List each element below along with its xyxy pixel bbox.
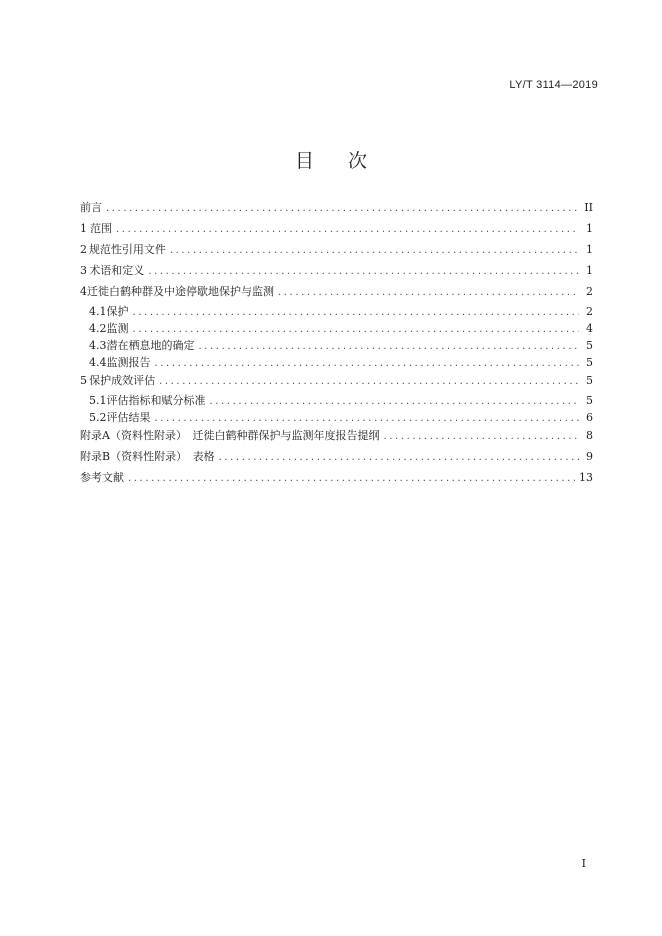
toc-entry[interactable] — [80, 199, 593, 216]
toc-entry-label: 迁徙白鹤种群及中途停歇地保护与监测 — [87, 285, 274, 298]
toc-entry-number: 4.4 — [89, 356, 107, 369]
toc-leader-dots — [106, 200, 579, 217]
toc-entry[interactable] — [80, 241, 593, 258]
toc-entry-page: 4 — [586, 322, 593, 335]
page-number: I — [581, 857, 586, 870]
toc-leader-dots — [219, 449, 579, 466]
toc-leader-dots — [128, 470, 575, 487]
toc-entry[interactable] — [80, 393, 593, 408]
toc-entry-page: 1 — [586, 243, 593, 256]
toc-leader-dots — [155, 411, 580, 426]
toc-entry-number: 3 — [80, 264, 87, 277]
toc-entry[interactable] — [80, 283, 593, 300]
toc-entry-label: 附录A（资料性附录） 迁徙白鹤种群保护与监测年度报告提纲 — [80, 429, 380, 442]
toc-leader-dots — [210, 394, 580, 409]
toc-leader-dots — [148, 263, 579, 280]
toc-entry-page: 8 — [586, 429, 593, 442]
toc-entry-page: 5 — [586, 339, 593, 352]
toc-entry-label: 参考文献 — [80, 471, 124, 484]
toc-entry-number: 5.1 — [89, 394, 107, 407]
toc-entry-number: 4 — [80, 285, 87, 298]
toc-entry-label: 评估指标和赋分标准 — [106, 394, 206, 407]
toc-leader-dots — [155, 356, 580, 371]
toc-entry-number: 1 — [80, 222, 87, 235]
toc-entry-number: 4.2 — [89, 322, 107, 335]
title-char-2: 次 — [348, 150, 368, 172]
toc-entry-label: 保护成效评估 — [89, 374, 156, 387]
toc-entry[interactable] — [80, 355, 593, 370]
toc-entry-page: 5 — [586, 374, 593, 387]
toc-entry-label: 监测报告 — [106, 356, 151, 369]
page-title — [0, 146, 662, 173]
toc-leader-dots — [199, 339, 580, 354]
toc-entry-page: 1 — [586, 222, 593, 235]
title-char-1: 目 — [294, 150, 314, 172]
toc-entry[interactable] — [80, 448, 593, 465]
toc-entry-label: 评估结果 — [106, 411, 151, 424]
toc-leader-dots — [278, 284, 579, 301]
toc-leader-dots — [383, 428, 579, 445]
toc-entry[interactable] — [80, 427, 593, 444]
toc-entry-page: 6 — [586, 411, 593, 424]
toc-leader-dots — [116, 221, 579, 238]
toc-entry[interactable] — [80, 469, 593, 486]
toc-entry[interactable] — [80, 220, 593, 237]
table-of-contents — [80, 199, 593, 490]
toc-entry-number: 4.1 — [89, 305, 107, 318]
toc-entry-number: 2 — [80, 243, 87, 256]
toc-entry-page: 5 — [586, 356, 593, 369]
toc-entry-label: 范围 — [90, 222, 113, 235]
toc-leader-dots — [133, 322, 580, 337]
toc-entry-number: 4.3 — [89, 339, 107, 352]
toc-leader-dots — [170, 242, 579, 259]
toc-entry-label: 附录B（资料性附录） 表格 — [80, 450, 215, 463]
toc-entry-page: 5 — [586, 394, 593, 407]
toc-entry[interactable] — [80, 304, 593, 319]
standard-code: LY/T 3114—2019 — [509, 79, 598, 91]
toc-entry[interactable] — [80, 372, 593, 389]
toc-entry-page: 2 — [586, 305, 593, 318]
toc-leader-dots — [133, 305, 580, 320]
toc-entry[interactable] — [80, 262, 593, 279]
toc-entry-label: 保护 — [106, 305, 129, 318]
toc-entry-label: 监测 — [106, 322, 129, 335]
toc-entry-page: 1 — [586, 264, 593, 277]
toc-entry-page: 13 — [579, 471, 593, 484]
toc-entry-page: 9 — [586, 450, 593, 463]
toc-entry-label: 术语和定义 — [89, 264, 145, 277]
toc-entry-page: II — [584, 201, 593, 214]
toc-entry-label: 前言 — [80, 201, 102, 214]
toc-entry[interactable] — [80, 410, 593, 425]
toc-entry-number: 5 — [80, 374, 87, 387]
toc-entry-number: 5.2 — [89, 411, 107, 424]
toc-entry-label: 潜在栖息地的确定 — [106, 339, 195, 352]
toc-entry-page: 2 — [586, 285, 593, 298]
toc-entry[interactable] — [80, 338, 593, 353]
toc-entry[interactable] — [80, 321, 593, 336]
toc-entry-label: 规范性引用文件 — [88, 243, 166, 256]
toc-leader-dots — [159, 373, 579, 390]
